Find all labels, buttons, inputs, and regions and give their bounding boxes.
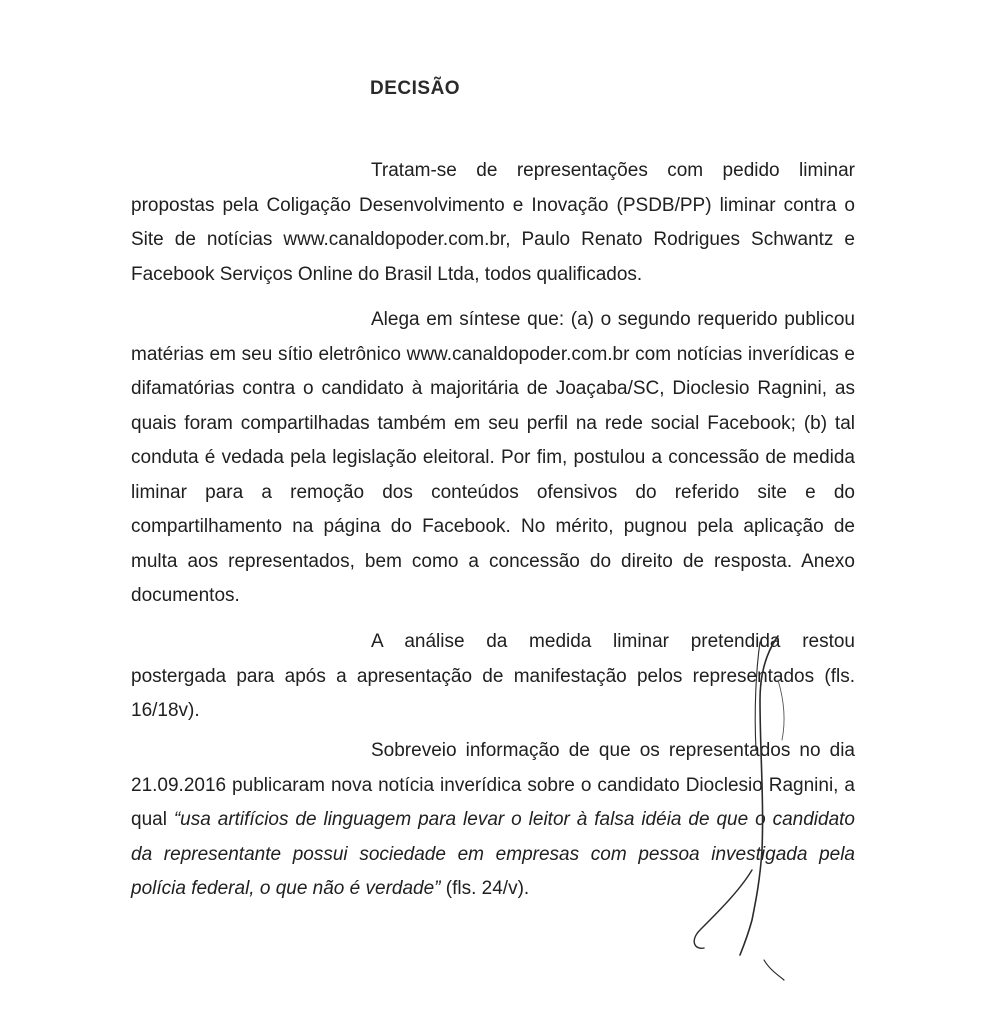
paragraph-3: A análise da medida liminar pretendida restou postergada para após a apresentação de manifestação pelos representados (fls. 16/18v). (131, 631, 855, 721)
paragraph-4-citation: (fls. 24/v). (440, 878, 530, 899)
paragraph-2: Alega em síntese que: (a) o segundo requerido publicou matérias em seu sítio eletrônico www.canaldopoder.com.br com notícias inverídicas e difamatórias contra o candidato à majoritária de Joaçaba/SC, Dioclesio Ragnini, as quais foram compartilhadas também em seu perfil na rede social Facebook; (b) tal conduta é vedada pela legislação eleitoral. Por fim, postulou a concessão de medida liminar para a remoção dos conteúdos ofensivos do referido site e do compartilhamento na página do Facebook. No mérito, pugnou pela aplicação de multa aos representados, bem como a concessão do direito de resposta. Anexo documentos. (131, 309, 855, 606)
paragraph-1: Tratam-se de representações com pedido liminar propostas pela Coligação Desenvolvimento e Inovação (PSDB/PP) liminar contra o Site de notícias www.canaldopoder.com.br, Paulo Renato Rodrigues Schwantz e Facebook Serviços Online do Brasil Ltda, todos qualificados. (131, 160, 855, 285)
paragraph-4 (131, 734, 855, 907)
paragraph-4-text: Sobreveio informação de que os representados no dia 21.09.2016 publicaram nova notícia inverídica sobre o candidato Dioclesio Ragnini, a qual (131, 740, 855, 830)
paragraph-4-quote: “usa artifícios de linguagem para levar o leitor à falsa idéia de que o candidato da representante possui sociedade em empresas com pessoa investigada pela polícia federal, o que não é verdade” (131, 809, 856, 899)
document-title: DECISÃO (370, 78, 461, 99)
